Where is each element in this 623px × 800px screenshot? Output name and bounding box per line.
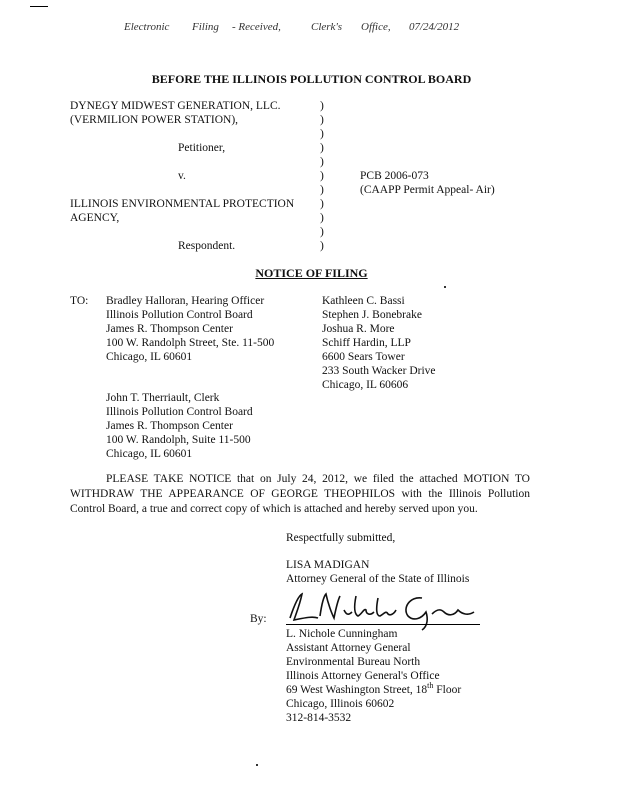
versus: v. (178, 170, 186, 182)
scan-mark (30, 6, 48, 7)
case-number: PCB 2006-073 (360, 170, 429, 182)
case-type: (CAAPP Permit Appeal- Air) (360, 184, 495, 196)
address-line: Chicago, IL 60601 (106, 448, 193, 460)
signer-city: Chicago, Illinois 60602 (286, 698, 395, 710)
address-line: 6600 Sears Tower (322, 351, 405, 363)
address-line: Joshua R. More (322, 323, 395, 335)
paren: ) (320, 240, 324, 252)
street-prefix: 69 West Washington Street, 18 (286, 684, 428, 696)
address-line: Illinois Pollution Control Board (106, 309, 253, 321)
paren: ) (320, 184, 324, 196)
address-line: Stephen J. Bonebrake (322, 309, 422, 321)
signature-line (286, 624, 480, 625)
address-line: 100 W. Randolph Street, Ste. 11-500 (106, 337, 275, 349)
address-line: James R. Thompson Center (106, 323, 233, 335)
paren: ) (320, 212, 324, 224)
caption-parentheses (320, 99, 330, 253)
address-line: Chicago, IL 60606 (322, 379, 409, 391)
petitioner-name-line-2: (VERMILION POWER STATION), (70, 114, 239, 126)
address-line: Bradley Halloran, Hearing Officer (106, 295, 265, 307)
stamp-word: Clerk's (311, 21, 343, 33)
notice-title: NOTICE OF FILING (255, 266, 368, 280)
paren: ) (320, 170, 324, 182)
by-label: By: (250, 613, 267, 625)
respondent-role: Respondent. (178, 240, 236, 252)
stamp-word: Filing (192, 21, 219, 33)
respondent-name-line-2: AGENCY, (70, 212, 120, 224)
attorney-general-name: LISA MADIGAN (286, 559, 370, 571)
paren: ) (320, 156, 324, 168)
stamp-word: Office, (361, 21, 391, 33)
address-line: James R. Thompson Center (106, 420, 233, 432)
paren: ) (320, 142, 324, 154)
paren: ) (320, 226, 324, 238)
address-line: 100 W. Randolph, Suite 11-500 (106, 434, 251, 446)
address-line: Schiff Hardin, LLP (322, 337, 411, 349)
paren: ) (320, 100, 324, 112)
scan-speck (444, 286, 446, 288)
address-line: Kathleen C. Bassi (322, 295, 405, 307)
petitioner-name-line-1: DYNEGY MIDWEST GENERATION, LLC. (70, 100, 281, 112)
petitioner-role: Petitioner, (178, 142, 226, 154)
address-line: Chicago, IL 60601 (106, 351, 193, 363)
stamp-word: Electronic (124, 21, 170, 33)
board-title: BEFORE THE ILLINOIS POLLUTION CONTROL BOARD (151, 72, 472, 86)
recipient-clerk (106, 391, 253, 461)
recipient-schiff-hardin (322, 294, 436, 392)
notice-paragraph: PLEASE TAKE NOTICE that on July 24, 2012, we filed the attached MOTION TO WITHDRAW THE APPEARANCE OF GEORGE THEOPHILOS with the Illinois Pollution Control Board, a true and correct copy of which is attached and hereby served upon you. (70, 473, 530, 515)
signer-name: L. Nichole Cunningham (286, 628, 398, 640)
handwritten-signature (282, 588, 482, 632)
stamp-date: 07/24/2012 (409, 21, 460, 33)
paren: ) (320, 198, 324, 210)
address-line: John T. Therriault, Clerk (106, 392, 220, 404)
signer-office: Illinois Attorney General's Office (286, 670, 440, 682)
signer-bureau: Environmental Bureau North (286, 656, 421, 668)
street-suffix: Floor (433, 684, 462, 696)
respondent-name-line-1: ILLINOIS ENVIRONMENTAL PROTECTION (70, 198, 295, 210)
paren: ) (320, 128, 324, 140)
signer-block (286, 627, 461, 725)
signer-title: Assistant Attorney General (286, 642, 411, 654)
signer-phone: 312-814-3532 (286, 712, 352, 724)
paren: ) (320, 114, 324, 126)
street-superscript: th (427, 681, 434, 691)
stamp-word: - Received, (232, 21, 281, 33)
closing: Respectfully submitted, (286, 532, 396, 544)
recipient-hearing-officer (106, 294, 274, 364)
address-line: 233 South Wacker Drive (322, 365, 436, 377)
to-label: TO: (70, 295, 89, 307)
scan-speck (256, 764, 258, 766)
address-line: Illinois Pollution Control Board (106, 406, 253, 418)
attorney-general-title: Attorney General of the State of Illinois (286, 573, 470, 585)
signer-street (286, 683, 461, 697)
